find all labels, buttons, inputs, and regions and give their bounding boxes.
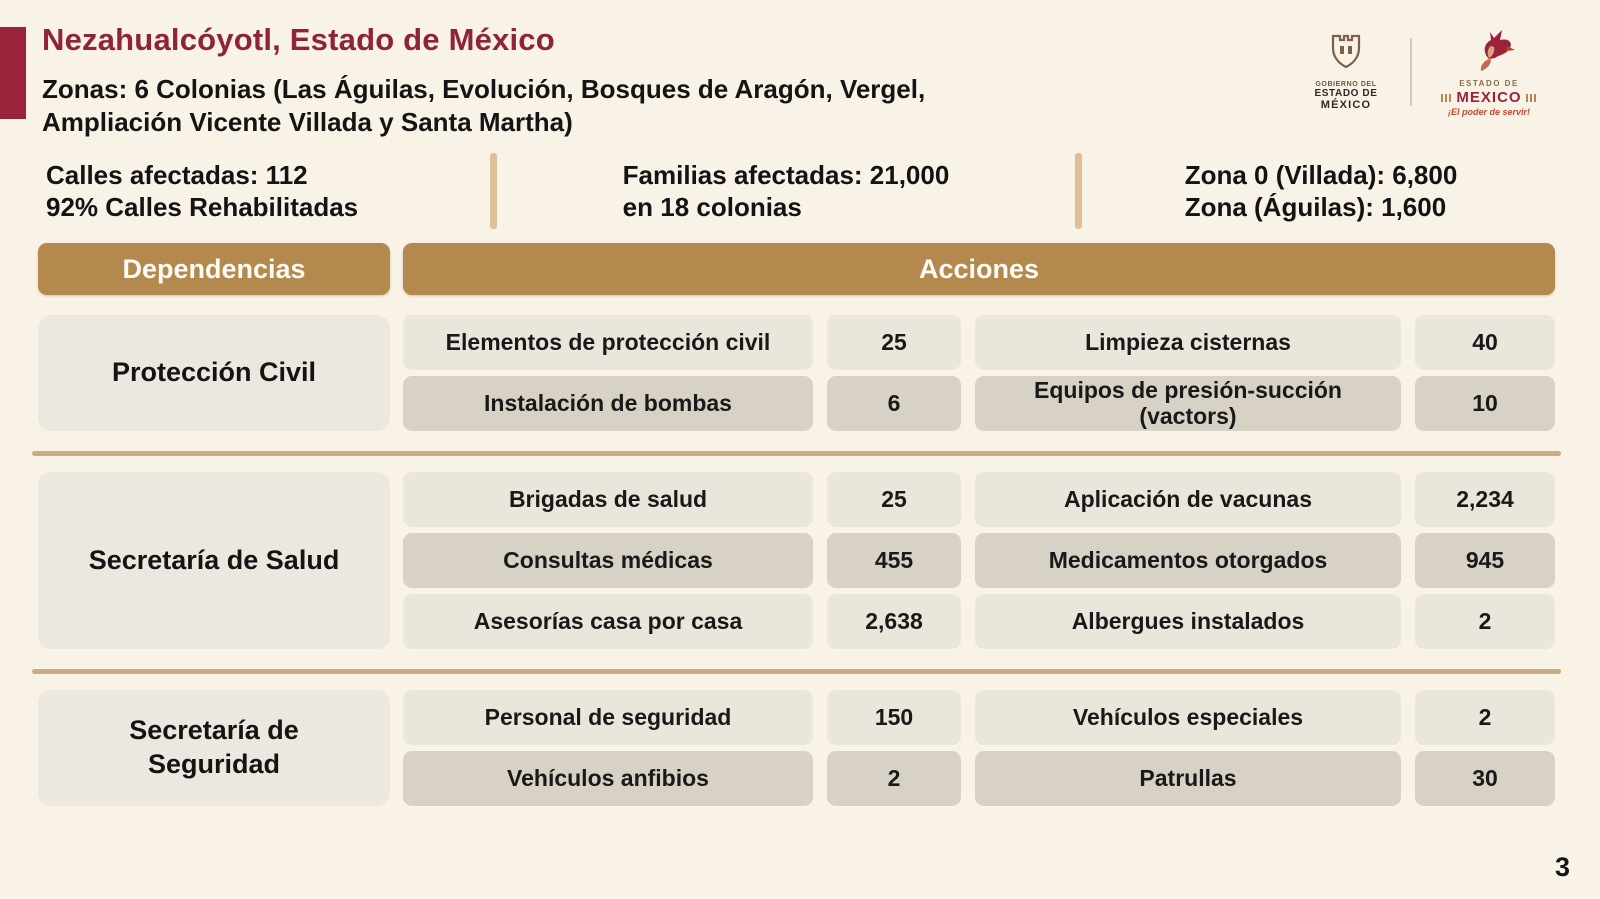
logo-group (1300, 26, 1548, 117)
stat-streets-line2: 92% Calles Rehabilitadas (46, 192, 359, 222)
hummingbird-logo-main-text: MEXICO (1456, 89, 1522, 106)
section-secretaria-seguridad (38, 690, 1555, 806)
state-shield-icon (1323, 33, 1369, 78)
action-cell: Brigadas de salud (403, 472, 813, 527)
aztec-pattern-icon (1526, 94, 1537, 102)
value-cell: 2 (1415, 690, 1555, 745)
value-cell: 150 (827, 690, 961, 745)
zones-subtitle (42, 73, 925, 140)
column-header-dependencias: Dependencias (38, 243, 390, 295)
value-cell: 2 (1415, 594, 1555, 649)
value-cell: 10 (1415, 376, 1555, 431)
hummingbird-logo-top-text: ESTADO DE (1459, 79, 1519, 88)
value-cell: 6 (827, 376, 961, 431)
table-row (403, 376, 1555, 431)
estado-de-mexico-shield-logo (1300, 33, 1392, 111)
value-cell: 455 (827, 533, 961, 588)
stats-strip (38, 150, 1560, 232)
action-cell: Limpieza cisternas (975, 315, 1401, 370)
page-number: 3 (1554, 852, 1570, 882)
dependency-name: Protección Civil (38, 315, 390, 431)
left-accent-bar (0, 27, 26, 119)
table-row (403, 751, 1555, 806)
table-row (403, 690, 1555, 745)
stat-families-line2: en 18 colonias (622, 192, 802, 222)
action-cell: Personal de seguridad (403, 690, 813, 745)
section-divider (32, 451, 1561, 456)
action-cell: Vehículos anfibios (403, 751, 813, 806)
stat-streets-line1: Calles afectadas: 112 (46, 159, 308, 190)
value-cell: 25 (827, 315, 961, 370)
dependency-name: Secretaría de Salud (38, 472, 390, 649)
stat-families (497, 150, 1075, 232)
action-cell: Vehículos especiales (975, 690, 1401, 745)
action-cell: Medicamentos otorgados (975, 533, 1401, 588)
stat-zones-line2: Zona (Águilas): 1,600 (1184, 192, 1447, 222)
stat-families-line1: Familias afectadas: 21,000 (622, 159, 950, 190)
zones-subtitle-line1: Zonas: 6 Colonias (Las Águilas, Evolución, Bosques de Aragón, Vergel, (42, 74, 926, 104)
table-row (403, 315, 1555, 370)
value-cell: 40 (1415, 315, 1555, 370)
value-cell: 30 (1415, 751, 1555, 806)
zones-subtitle-line2: Ampliación Vicente Villada y Santa Martha) (42, 107, 573, 138)
actions-table (38, 243, 1555, 806)
shield-logo-line2: ESTADO DE (1314, 87, 1378, 99)
action-cell: Instalación de bombas (403, 376, 813, 431)
action-cell: Aplicación de vacunas (975, 472, 1401, 527)
stat-zones-line1: Zona 0 (Villada): 6,800 (1184, 159, 1458, 190)
action-cell: Consultas médicas (403, 533, 813, 588)
logo-divider (1410, 38, 1412, 106)
action-cell: Asesorías casa por casa (403, 594, 813, 649)
section-secretaria-salud (38, 472, 1555, 649)
page-title: Nezahualcóyotl, Estado de México (42, 22, 555, 57)
stat-streets (38, 150, 490, 232)
estado-de-mexico-hummingbird-logo (1430, 26, 1548, 117)
table-row (403, 472, 1555, 527)
action-cell: Equipos de presión-succión (vactors) (975, 376, 1401, 431)
value-cell: 2 (827, 751, 961, 806)
value-cell: 2,638 (827, 594, 961, 649)
column-header-acciones: Acciones (403, 243, 1555, 295)
value-cell: 25 (827, 472, 961, 527)
action-cell: Albergues instalados (975, 594, 1401, 649)
shield-logo-line3: MÉXICO (1320, 98, 1372, 111)
stat-zones (1082, 150, 1560, 232)
table-header-row (38, 243, 1555, 295)
header (42, 22, 925, 140)
hummingbird-icon (1462, 26, 1516, 77)
table-row (403, 594, 1555, 649)
aztec-pattern-icon (1441, 94, 1452, 102)
hummingbird-logo-main-row (1441, 89, 1536, 106)
action-cell: Elementos de protección civil (403, 315, 813, 370)
shield-logo-line1: GOBIERNO DEL (1315, 80, 1377, 88)
value-cell: 2,234 (1415, 472, 1555, 527)
value-cell: 945 (1415, 533, 1555, 588)
action-cell: Patrullas (975, 751, 1401, 806)
section-divider (32, 669, 1561, 674)
dependency-name: Secretaría de Seguridad (38, 690, 390, 806)
stat-divider (1075, 153, 1082, 229)
hummingbird-logo-tagline: ¡El poder de servir! (1447, 107, 1531, 117)
section-proteccion-civil (38, 315, 1555, 431)
stat-divider (490, 153, 497, 229)
table-row (403, 533, 1555, 588)
